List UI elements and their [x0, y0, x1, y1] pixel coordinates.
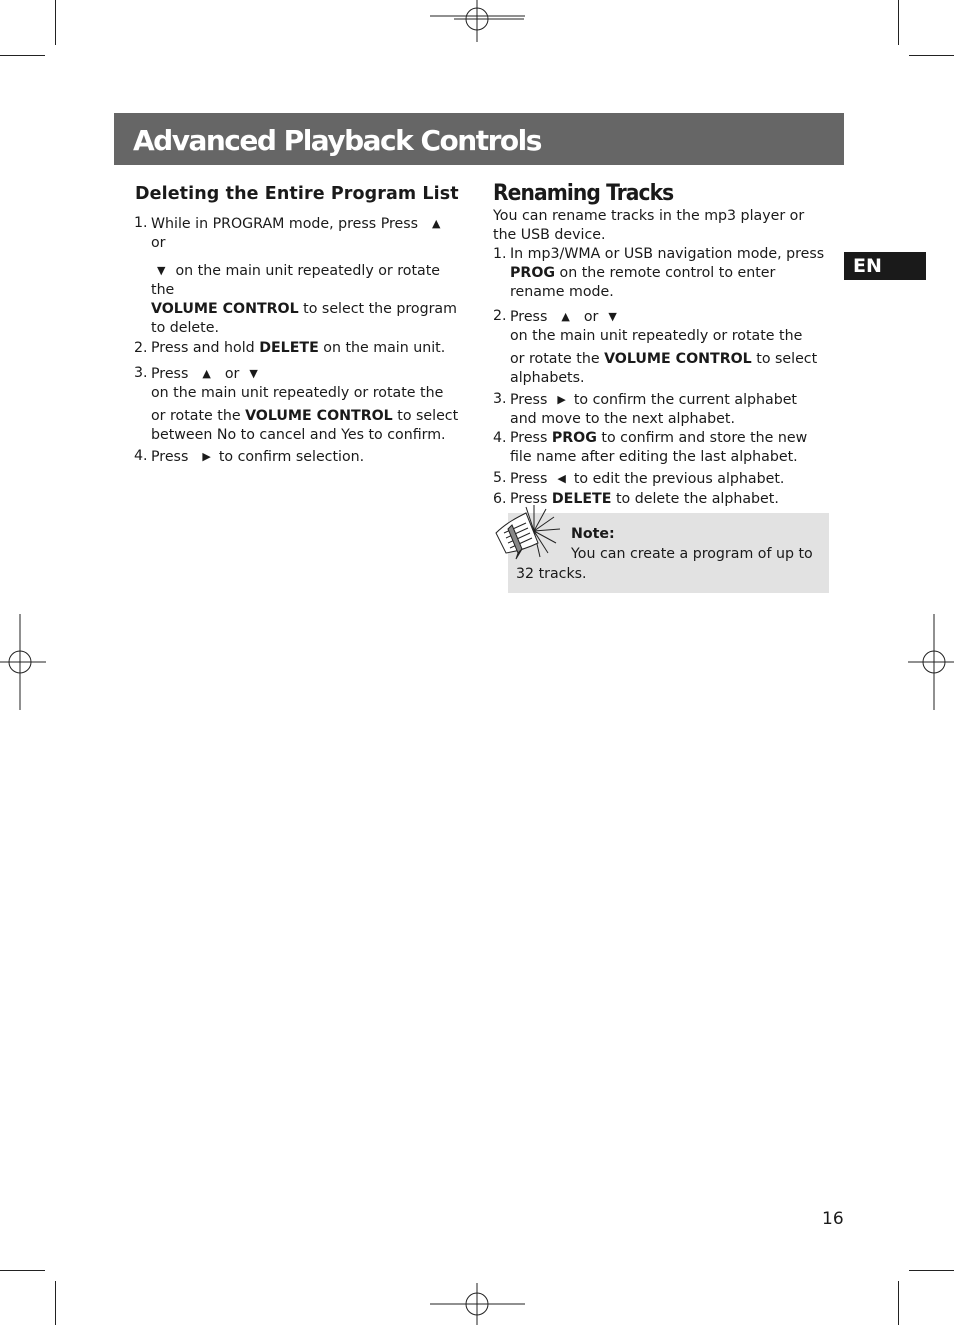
list-item: 6. Press DELETE to delete the alphabet.: [493, 491, 779, 507]
note-text-continued: 32 tracks.: [516, 566, 587, 582]
page-number: 16: [822, 1209, 844, 1229]
down-arrow-icon: ▼: [608, 310, 617, 323]
list-item: 1. In mp3/WMA or USB navigation mode, press PROG on the remote control to enter rename mode.: [493, 246, 825, 300]
up-arrow-icon: ▲: [561, 310, 570, 323]
list-item: 4. Press ▶ to confirm selection.: [134, 448, 365, 465]
instruction-list: [493, 245, 825, 509]
up-arrow-icon: ▲: [202, 367, 211, 380]
right-column: [493, 181, 825, 509]
crop-mark: [55, 0, 56, 45]
section-heading: Deleting the Entire Program List: [135, 184, 459, 204]
page-title: Advanced Playback Controls: [133, 124, 541, 157]
note-label: Note:: [571, 526, 615, 542]
note-pen-icon: [492, 503, 570, 561]
note-content: [571, 524, 821, 564]
list-item: 3. Press ▶ to confirm the current alphabet and move to the next alphabet.: [493, 391, 797, 427]
list-item: 5. Press ◀ to edit the previous alphabet.: [493, 470, 785, 487]
registration-mark-icon: [430, 1283, 525, 1325]
left-arrow-icon: ◀: [557, 472, 566, 485]
crop-mark: [909, 55, 954, 56]
list-item: 2. Press and hold DELETE on the main unit.: [134, 340, 446, 356]
note-text: You can create a program of up to: [571, 546, 813, 562]
crop-mark: [898, 0, 899, 45]
list-item: 4. Press PROG to confirm and store the new file name after editing the last alphabet.: [493, 430, 808, 465]
down-arrow-icon: ▼: [157, 264, 166, 277]
list-item: 2. Press ▲ or ▼on the main unit repeatedly or rotate the or rotate the VOLUME CONTROL to select alphabets.: [493, 308, 818, 386]
crop-mark: [0, 55, 45, 56]
crop-mark: [55, 1281, 56, 1325]
up-arrow-icon: ▲: [432, 217, 441, 230]
down-arrow-icon: ▼: [249, 367, 258, 380]
instruction-list: [134, 214, 464, 467]
list-item: 3. Press ▲ or ▼on the main unit repeatedly or rotate the or rotate the VOLUME CONTROL to select between No to cancel and Yes to confirm.: [134, 365, 459, 443]
language-tab: EN: [844, 252, 926, 280]
intro-paragraph: You can rename tracks in the mp3 player or the USB device.: [493, 208, 805, 243]
registration-mark-icon: [908, 614, 954, 710]
section-banner: [114, 113, 844, 165]
registration-mark-icon: [454, 0, 524, 42]
registration-mark-icon: [430, 15, 525, 17]
crop-mark: [909, 1270, 954, 1271]
left-column: [134, 185, 464, 467]
list-item: 1. While in PROGRAM mode, press Press ▲or ▼ on the main unit repeatedly or rotate the VOLUME CONTROL to select the program to delete.: [134, 215, 457, 336]
play-right-icon: ▶: [202, 450, 211, 463]
play-right-icon: ▶: [557, 393, 566, 406]
crop-mark: [0, 1270, 45, 1271]
registration-mark-icon: [0, 614, 46, 710]
section-heading: Renaming Tracks: [493, 181, 674, 206]
crop-mark: [898, 1281, 899, 1325]
